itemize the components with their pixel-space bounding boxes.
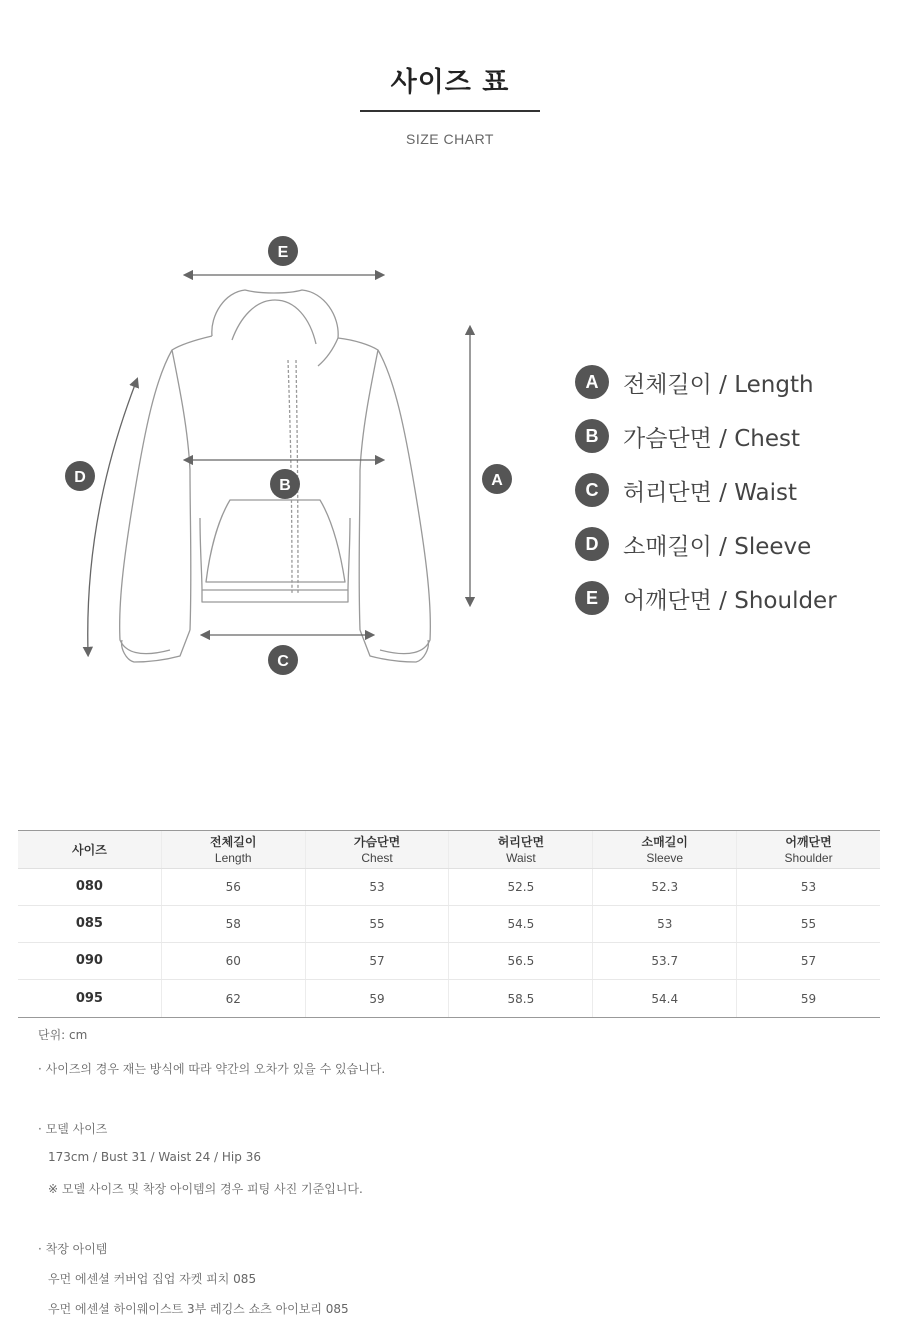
legend-label: 소매길이 / Sleeve — [623, 533, 812, 560]
column-header — [162, 831, 306, 868]
size-cell: 095 — [18, 980, 162, 1017]
measurement-legend — [575, 355, 875, 625]
column-header-en: Shoulder — [784, 850, 833, 865]
unit-note: 단위: cm — [38, 1028, 88, 1042]
model-fitting-note: ※ 모델 사이즈 및 착장 아이템의 경우 피팅 사진 기준입니다. — [48, 1182, 363, 1196]
column-header — [593, 831, 737, 868]
hoodie-measurement-diagram — [40, 220, 540, 690]
badge-c-label: C — [277, 653, 289, 670]
badge-b-label: B — [279, 477, 291, 494]
size-table — [18, 830, 880, 1018]
badge-a-label: A — [491, 472, 503, 489]
badge-e-label: E — [277, 244, 289, 261]
table-cell: 54.5 — [449, 906, 593, 942]
column-header — [306, 831, 450, 868]
legend-item-sleeve — [575, 517, 875, 571]
legend-badge: A — [575, 365, 609, 399]
column-header-ko: 소매길이 — [641, 834, 688, 849]
legend-item-chest — [575, 409, 875, 463]
page-title: 사이즈 표 — [390, 67, 510, 98]
table-cell: 52.3 — [593, 869, 737, 905]
table-cell: 60 — [162, 943, 306, 979]
table-cell: 59 — [800, 991, 817, 1006]
tolerance-note: · 사이즈의 경우 재는 방식에 따라 약간의 오차가 있을 수 있습니다. — [38, 1062, 386, 1076]
table-header-row — [18, 831, 880, 869]
legend-label: 가슴단면 / Chest — [623, 425, 801, 452]
legend-badge: B — [575, 419, 609, 453]
column-header-ko: 전체길이 — [210, 834, 257, 849]
table-cell: 53 — [593, 906, 737, 942]
model-size-value: 173cm / Bust 31 / Waist 24 / Hip 36 — [48, 1150, 261, 1164]
page-subtitle: SIZE CHART — [406, 131, 494, 147]
table-cell: 54.4 — [593, 980, 737, 1017]
size-cell: 080 — [18, 869, 162, 905]
table-row — [18, 943, 880, 980]
column-header — [18, 831, 162, 868]
table-cell: 58 — [162, 906, 306, 942]
badge-a — [482, 464, 512, 494]
table-cell: 56 — [162, 869, 306, 905]
column-header-en: Waist — [506, 850, 536, 865]
column-header — [737, 831, 880, 868]
legend-badge: E — [575, 581, 609, 615]
legend-item-length — [575, 355, 875, 409]
diagram-badges — [65, 236, 512, 675]
table-cell: 53 — [306, 869, 450, 905]
column-header-en: Sleeve — [646, 850, 684, 865]
column-header-ko: 허리단면 — [497, 834, 545, 849]
table-cell: 57 — [306, 943, 450, 979]
badge-e — [268, 236, 298, 266]
badge-b — [270, 469, 300, 499]
measure-arrows — [88, 275, 470, 652]
title-divider — [360, 110, 540, 112]
table-cell: 53 — [800, 880, 817, 894]
badge-c — [268, 645, 298, 675]
badge-d-label: D — [74, 469, 86, 486]
table-cell: 57 — [800, 954, 817, 968]
item-entry: 우먼 에센셜 커버업 집업 자켓 피치 085 — [48, 1272, 257, 1286]
table-cell: 55 — [306, 906, 450, 942]
column-header-ko: 가슴단면 — [353, 834, 401, 849]
size-cell: 090 — [18, 943, 162, 979]
model-size-heading: · 모델 사이즈 — [38, 1122, 108, 1136]
column-header-en: Chest — [361, 850, 393, 865]
legend-badge: C — [575, 473, 609, 507]
column-header-en: Length — [214, 850, 252, 865]
table-cell: 59 — [306, 980, 450, 1017]
table-cell: 52.5 — [449, 869, 593, 905]
table-cell: 56.5 — [449, 943, 593, 979]
item-entry: 우먼 에센셜 하이웨이스트 3부 레깅스 쇼츠 아이보리 085 — [48, 1302, 349, 1316]
arrow-d — [88, 382, 136, 652]
hoodie-illustration — [40, 220, 540, 690]
column-header — [449, 831, 593, 868]
legend-label: 전체길이 / Length — [623, 371, 814, 398]
legend-label: 허리단면 / Waist — [623, 479, 797, 506]
table-cell: 58.5 — [449, 980, 593, 1017]
table-cell: 53.7 — [593, 943, 737, 979]
legend-label: 어깨단면 / Shoulder — [623, 587, 837, 614]
legend-badge: D — [575, 527, 609, 561]
legend-item-waist — [575, 463, 875, 517]
table-cell: 55 — [800, 917, 817, 931]
column-header-ko: 어깨단면 — [785, 834, 832, 849]
table-row — [18, 906, 880, 943]
table-row — [18, 980, 880, 1017]
table-row — [18, 869, 880, 906]
size-cell: 085 — [18, 906, 162, 942]
badge-d — [65, 461, 95, 491]
items-heading: · 착장 아이템 — [38, 1242, 108, 1256]
legend-item-shoulder — [575, 571, 875, 625]
column-header-ko: 사이즈 — [72, 842, 107, 857]
table-cell: 62 — [162, 980, 306, 1017]
